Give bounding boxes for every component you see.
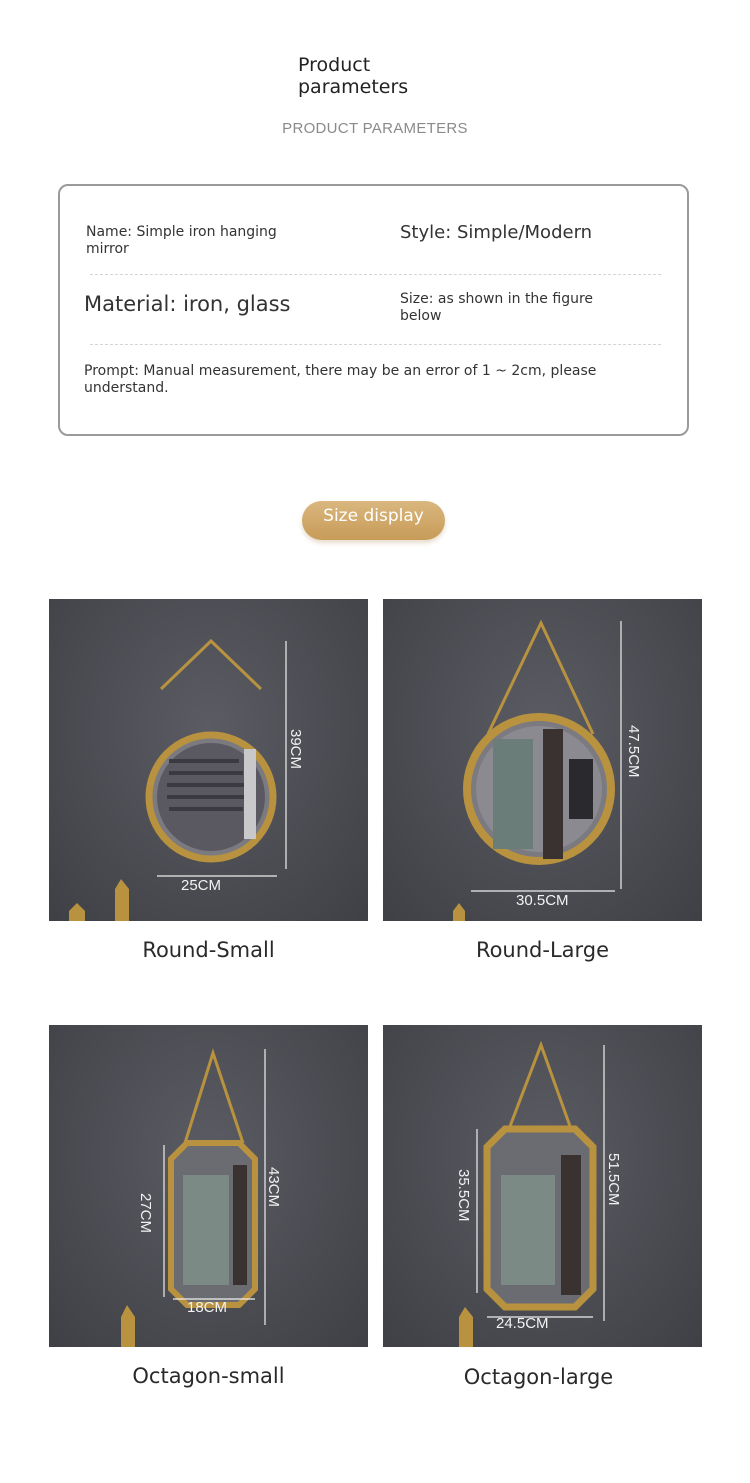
- round-large-mirror-illustration: [383, 599, 702, 921]
- product-photo-octagon-large: [383, 1025, 702, 1347]
- caption-round-small: Round-Small: [142, 938, 275, 962]
- page-title: Product parameters: [298, 54, 409, 98]
- param-style: Style: Simple/Modern: [400, 222, 593, 243]
- parameters-card: [58, 184, 689, 436]
- param-name: Name: Simple iron hanging mirror: [86, 224, 277, 257]
- product-photo-round-small: [49, 599, 368, 921]
- round-small-mirror-illustration: [49, 599, 368, 921]
- height-dimension-label: 43CM: [265, 1167, 282, 1208]
- caption-octagon-large: Octagon-large: [463, 1365, 614, 1389]
- param-size: Size: as shown in the figure below: [400, 291, 594, 324]
- width-dimension-label: 30.5CM: [516, 892, 569, 909]
- height-dimension-label: 39CM: [287, 729, 304, 770]
- inner-height-dimension-label: 27CM: [137, 1193, 154, 1234]
- product-photo-round-large: [383, 599, 702, 921]
- divider: [90, 274, 661, 275]
- width-dimension-label: 18CM: [187, 1299, 228, 1316]
- width-dimension-label: 25CM: [181, 877, 222, 894]
- height-dimension-label: 47.5CM: [625, 725, 642, 778]
- caption-round-large: Round-Large: [475, 938, 610, 962]
- divider: [90, 344, 661, 345]
- caption-octagon-small: Octagon-small: [132, 1364, 285, 1388]
- width-dimension-label: 24.5CM: [496, 1315, 549, 1332]
- page-subtitle: PRODUCT PARAMETERS: [282, 120, 468, 137]
- octagon-large-mirror-illustration: [383, 1025, 702, 1347]
- param-prompt: Prompt: Manual measurement, there may be an error of 1 ~ 2cm, please understand.: [84, 363, 597, 396]
- inner-height-dimension-label: 35.5CM: [455, 1169, 472, 1222]
- size-display-badge: Size display: [302, 501, 445, 540]
- product-photo-octagon-small: [49, 1025, 368, 1347]
- param-material: Material: iron, glass: [84, 292, 291, 316]
- height-dimension-label: 51.5CM: [605, 1153, 622, 1206]
